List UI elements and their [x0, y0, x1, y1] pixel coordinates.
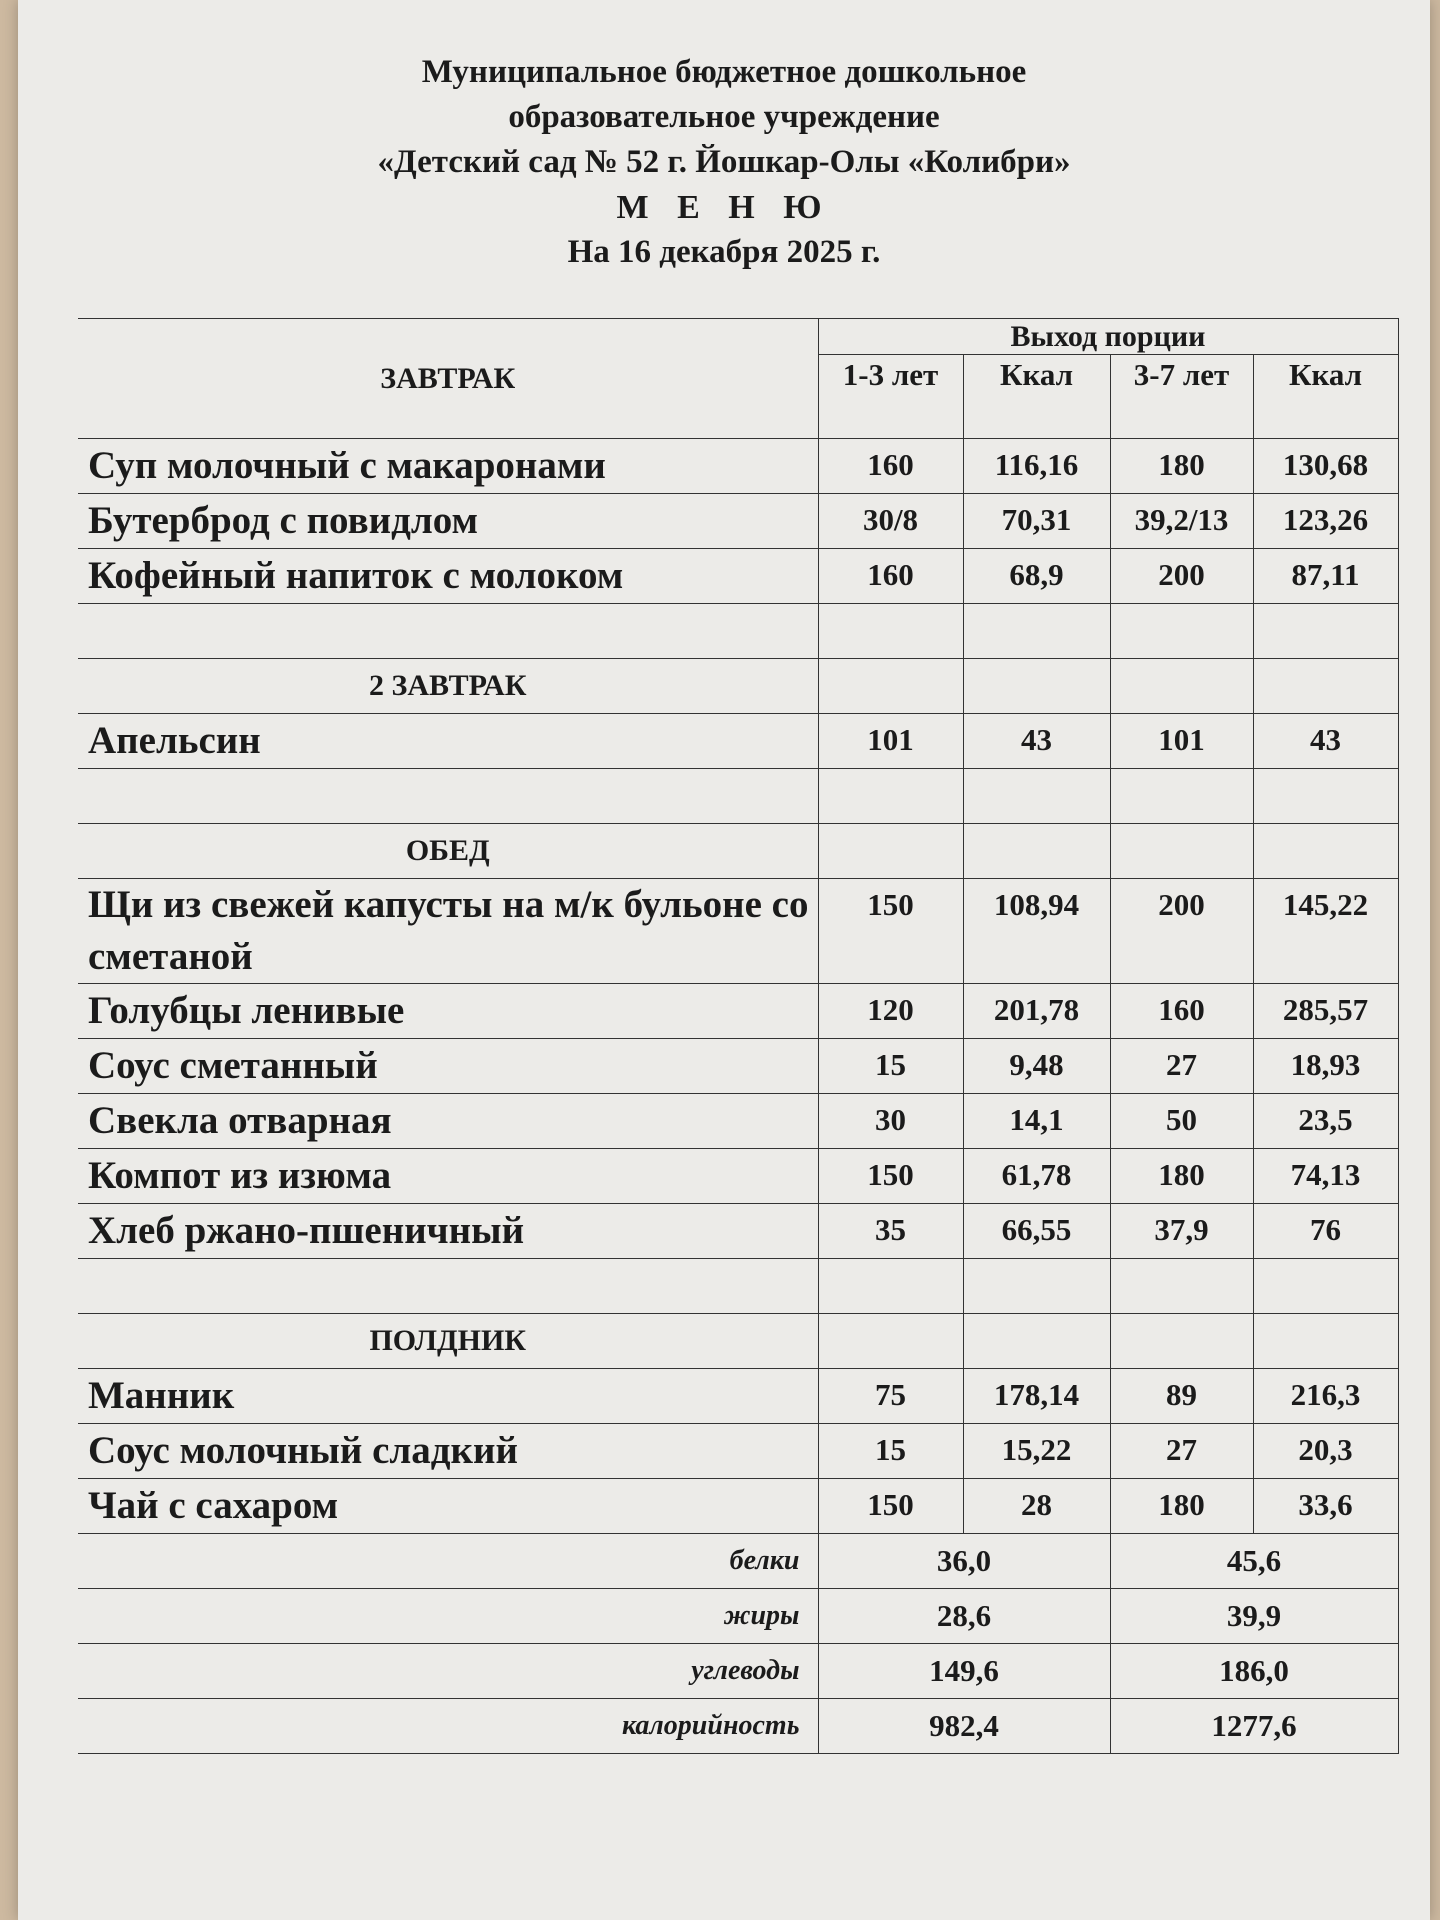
org-line-2: образовательное учреждение [508, 99, 940, 135]
portion-3-7: 200 [1110, 879, 1253, 984]
dish-name: Апельсин [78, 714, 818, 769]
portion-3-7: 39,2/13 [1110, 494, 1253, 549]
kcal-3-7: 87,11 [1253, 549, 1398, 604]
kcal-1-3: 9,48 [963, 1039, 1110, 1094]
total-label: жиры [78, 1589, 818, 1644]
table-row [78, 1424, 1398, 1479]
kcal-3-7: 285,57 [1253, 984, 1398, 1039]
col-kcal-2: Ккал [1253, 355, 1398, 439]
kcal-3-7: 216,3 [1253, 1369, 1398, 1424]
empty-cell [963, 769, 1110, 824]
portion-1-3: 15 [818, 1424, 963, 1479]
kcal-1-3: 15,22 [963, 1424, 1110, 1479]
menu-sheet [18, 0, 1430, 1920]
empty-cell [78, 769, 818, 824]
menu-table [78, 318, 1399, 1754]
portion-3-7: 50 [1110, 1094, 1253, 1149]
empty-cell [963, 1259, 1110, 1314]
empty-cell [818, 1314, 963, 1369]
empty-cell [1253, 1259, 1398, 1314]
dish-name: Хлеб ржано-пшеничный [78, 1204, 818, 1259]
table-row [78, 1204, 1398, 1259]
portion-1-3: 35 [818, 1204, 963, 1259]
kcal-3-7: 18,93 [1253, 1039, 1398, 1094]
dish-name: Щи из свежей капусты на м/к бульоне со сметаной [78, 879, 818, 984]
section-lunch: ОБЕД [78, 824, 818, 879]
kcal-1-3: 14,1 [963, 1094, 1110, 1149]
empty-cell [818, 824, 963, 879]
menu-date: На 16 декабря 2025 г. [567, 234, 881, 270]
portion-1-3: 15 [818, 1039, 963, 1094]
section-breakfast: ЗАВТРАК [78, 319, 818, 439]
section-row [78, 659, 1398, 714]
total-value-3-7: 186,0 [1110, 1644, 1398, 1699]
total-label: калорийность [78, 1699, 818, 1754]
table-row [78, 879, 1398, 984]
total-value-1-3: 28,6 [818, 1589, 1110, 1644]
table-row [78, 1479, 1398, 1534]
section-breakfast-2: 2 ЗАВТРАК [78, 659, 818, 714]
empty-cell [1110, 604, 1253, 659]
kcal-1-3: 108,94 [963, 879, 1110, 984]
totals-row [78, 1699, 1398, 1754]
dish-name: Компот из изюма [78, 1149, 818, 1204]
empty-cell [1110, 824, 1253, 879]
empty-cell [1110, 769, 1253, 824]
kcal-1-3: 116,16 [963, 439, 1110, 494]
portion-1-3: 150 [818, 879, 963, 984]
dish-name: Бутерброд с повидлом [78, 494, 818, 549]
portion-3-7: 27 [1110, 1039, 1253, 1094]
total-value-3-7: 39,9 [1110, 1589, 1398, 1644]
portion-3-7: 37,9 [1110, 1204, 1253, 1259]
table-row [78, 1094, 1398, 1149]
portion-3-7: 160 [1110, 984, 1253, 1039]
portion-1-3: 150 [818, 1149, 963, 1204]
table-row [78, 984, 1398, 1039]
dish-name: Соус сметанный [78, 1039, 818, 1094]
total-value-1-3: 982,4 [818, 1699, 1110, 1754]
total-label: углеводы [78, 1644, 818, 1699]
portion-1-3: 75 [818, 1369, 963, 1424]
dish-name: Соус молочный сладкий [78, 1424, 818, 1479]
empty-cell [818, 769, 963, 824]
table-row [78, 439, 1398, 494]
kcal-1-3: 66,55 [963, 1204, 1110, 1259]
portion-3-7: 101 [1110, 714, 1253, 769]
empty-row [78, 604, 1398, 659]
empty-cell [1253, 769, 1398, 824]
col-age-3-7: 3-7 лет [1110, 355, 1253, 439]
empty-cell [1253, 659, 1398, 714]
kcal-1-3: 43 [963, 714, 1110, 769]
total-value-3-7: 1277,6 [1110, 1699, 1398, 1754]
kcal-1-3: 61,78 [963, 1149, 1110, 1204]
kcal-3-7: 145,22 [1253, 879, 1398, 984]
portion-3-7: 180 [1110, 1149, 1253, 1204]
kcal-3-7: 23,5 [1253, 1094, 1398, 1149]
table-row [78, 1039, 1398, 1094]
total-label: белки [78, 1534, 818, 1589]
totals-row [78, 1589, 1398, 1644]
empty-cell [1110, 659, 1253, 714]
menu-title: М Е Н Ю [616, 189, 832, 226]
portion-1-3: 160 [818, 549, 963, 604]
empty-cell [818, 659, 963, 714]
section-row [78, 824, 1398, 879]
section-snack: ПОЛДНИК [78, 1314, 818, 1369]
dish-name: Суп молочный с макаронами [78, 439, 818, 494]
table-row [78, 549, 1398, 604]
kcal-3-7: 76 [1253, 1204, 1398, 1259]
empty-cell [818, 604, 963, 659]
kcal-3-7: 74,13 [1253, 1149, 1398, 1204]
table-row [78, 714, 1398, 769]
dish-name: Кофейный напиток с молоком [78, 549, 818, 604]
portion-1-3: 120 [818, 984, 963, 1039]
table-row [78, 1369, 1398, 1424]
org-line-1: Муниципальное бюджетное дошкольное [421, 54, 1027, 90]
col-age-1-3: 1-3 лет [818, 355, 963, 439]
kcal-3-7: 123,26 [1253, 494, 1398, 549]
total-value-3-7: 45,6 [1110, 1534, 1398, 1589]
total-value-1-3: 36,0 [818, 1534, 1110, 1589]
portion-output-header: Выход порции [818, 319, 1398, 355]
kcal-1-3: 28 [963, 1479, 1110, 1534]
empty-row [78, 1259, 1398, 1314]
kcal-1-3: 201,78 [963, 984, 1110, 1039]
portion-1-3: 30 [818, 1094, 963, 1149]
portion-1-3: 160 [818, 439, 963, 494]
col-kcal-1: Ккал [963, 355, 1110, 439]
totals-row [78, 1534, 1398, 1589]
portion-3-7: 200 [1110, 549, 1253, 604]
empty-cell [1253, 824, 1398, 879]
portion-3-7: 27 [1110, 1424, 1253, 1479]
portion-1-3: 101 [818, 714, 963, 769]
portion-3-7: 89 [1110, 1369, 1253, 1424]
empty-cell [963, 659, 1110, 714]
kcal-3-7: 43 [1253, 714, 1398, 769]
portion-1-3: 30/8 [818, 494, 963, 549]
section-row [78, 1314, 1398, 1369]
empty-cell [78, 1259, 818, 1314]
empty-cell [1253, 1314, 1398, 1369]
empty-cell [963, 604, 1110, 659]
dish-name: Голубцы ленивые [78, 984, 818, 1039]
empty-cell [963, 824, 1110, 879]
empty-cell [1110, 1259, 1253, 1314]
table-row [78, 494, 1398, 549]
kcal-3-7: 33,6 [1253, 1479, 1398, 1534]
kcal-1-3: 68,9 [963, 549, 1110, 604]
empty-row [78, 769, 1398, 824]
dish-name: Свекла отварная [78, 1094, 818, 1149]
kcal-3-7: 130,68 [1253, 439, 1398, 494]
dish-name: Манник [78, 1369, 818, 1424]
empty-cell [818, 1259, 963, 1314]
totals-row [78, 1644, 1398, 1699]
document-header [18, 50, 1430, 275]
portion-1-3: 150 [818, 1479, 963, 1534]
empty-cell [78, 604, 818, 659]
kcal-1-3: 70,31 [963, 494, 1110, 549]
empty-cell [1110, 1314, 1253, 1369]
table-row [78, 1149, 1398, 1204]
total-value-1-3: 149,6 [818, 1644, 1110, 1699]
kcal-1-3: 178,14 [963, 1369, 1110, 1424]
portion-3-7: 180 [1110, 1479, 1253, 1534]
empty-cell [963, 1314, 1110, 1369]
kcal-3-7: 20,3 [1253, 1424, 1398, 1479]
dish-name: Чай с сахаром [78, 1479, 818, 1534]
portion-3-7: 180 [1110, 439, 1253, 494]
empty-cell [1253, 604, 1398, 659]
org-line-3: «Детский сад № 52 г. Йошкар-Олы «Колибри» [377, 144, 1071, 180]
